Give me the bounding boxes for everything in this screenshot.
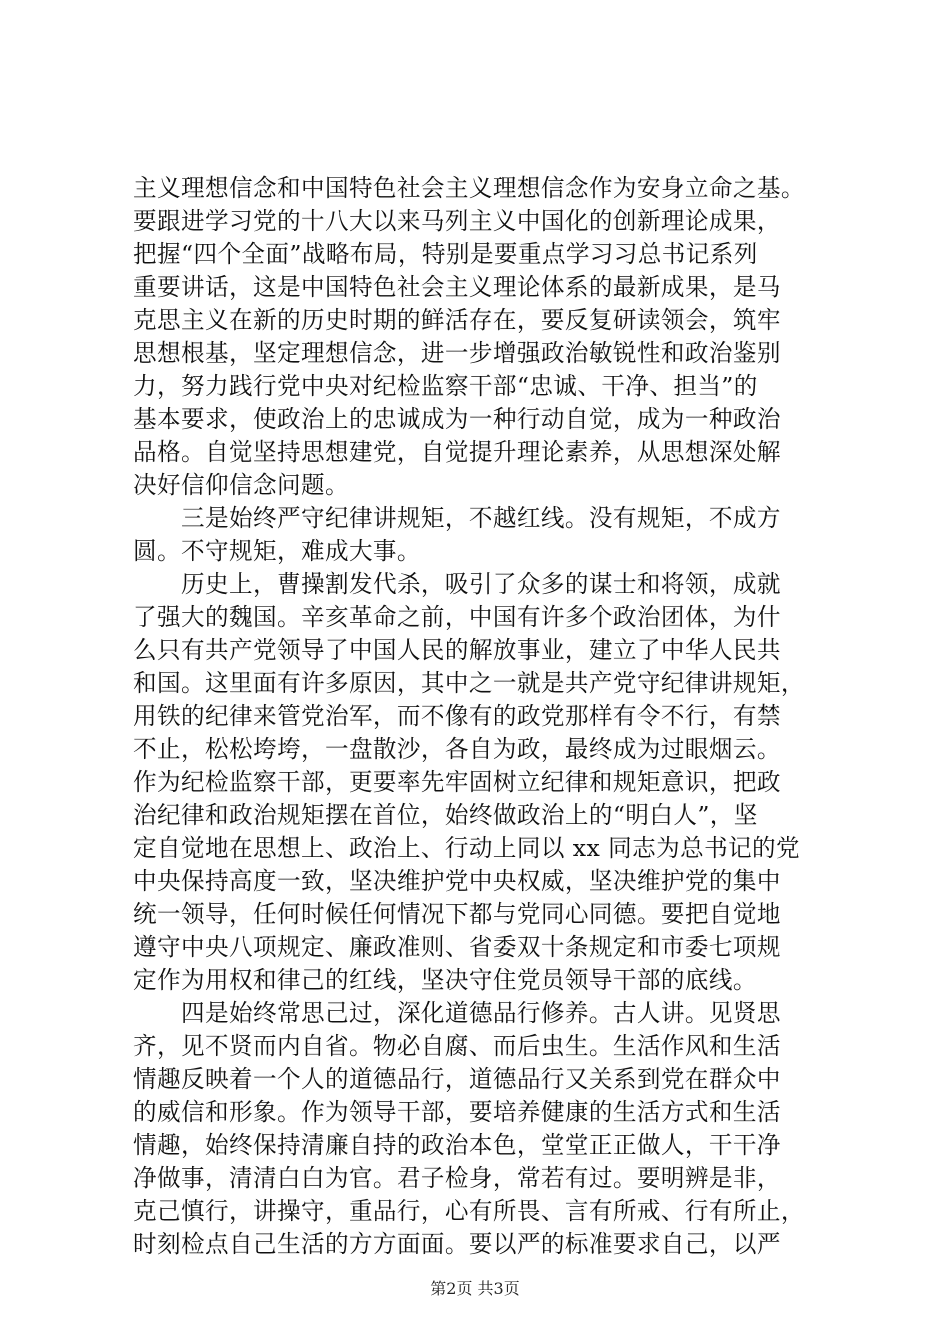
text-line: 不止，松松垮垮，一盘散沙，各自为政，最终成为过眼烟云。 [133, 735, 781, 763]
text-line: 定自觉地在思想上、政治上、行动上同以 xx 同志为总书记的党 [133, 834, 801, 862]
text-line: 要跟进学习党的十八大以来马列主义中国化的创新理论成果， [133, 207, 781, 235]
text-line: 圆。不守规矩，难成大事。 [133, 537, 421, 565]
text-line: 四是始终常思己过，深化道德品行修养。古人讲。见贤思 [181, 999, 781, 1027]
paragraph-4 [133, 997, 833, 1261]
paragraph-3 [133, 568, 833, 997]
text-line: 情趣，始终保持清廉自持的政治本色，堂堂正正做人，干干净 [133, 1131, 781, 1159]
text-line: 中央保持高度一致，坚决维护党中央权威，坚决维护党的集中 [133, 867, 781, 895]
page-number-footer: 第2页 共3页 [430, 1279, 520, 1298]
text-line: 三是始终严守纪律讲规矩，不越红线。没有规矩，不成方 [181, 504, 781, 532]
text-line: 的威信和形象。作为领导干部，要培养健康的生活方式和生活 [133, 1098, 781, 1126]
text-line: 作为纪检监察干部，更要率先牢固树立纪律和规矩意识，把政 [133, 768, 781, 796]
text-line: 净做事，清清白白为官。君子检身，常若有过。要明辨是非， [133, 1164, 781, 1192]
text-line: 么只有共产党领导了中国人民的解放事业，建立了中华人民共 [133, 636, 781, 664]
text-line: 克思主义在新的历史时期的鲜活存在，要反复研读领会，筑牢 [133, 306, 781, 334]
text-line: 力，努力践行党中央对纪检监察干部“忠诚、干净、担当”的 [133, 372, 758, 400]
paragraph-1 [133, 172, 833, 502]
text-line: 定作为用权和律己的红线，坚决守住党员领导干部的底线。 [133, 966, 757, 994]
text-line: 了强大的魏国。辛亥革命之前，中国有许多个政治团体，为什 [133, 603, 781, 631]
text-line: 主义理想信念和中国特色社会主义理想信念作为安身立命之基。 [133, 174, 805, 202]
text-line: 遵守中央八项规定、廉政准则、省委双十条规定和市委七项规 [133, 933, 781, 961]
text-line: 历史上，曹操割发代杀，吸引了众多的谋士和将领，成就 [181, 570, 781, 598]
text-line: 决好信仰信念问题。 [133, 471, 349, 499]
text-line: 齐，见不贤而内自省。物必自腐、而后虫生。生活作风和生活 [133, 1032, 781, 1060]
text-line: 思想根基，坚定理想信念，进一步增强政治敏锐性和政治鉴别 [133, 339, 781, 367]
paragraph-2 [133, 502, 833, 568]
text-line: 品格。自觉坚持思想建党，自觉提升理论素养，从思想深处解 [133, 438, 781, 466]
text-line: 情趣反映着一个人的道德品行，道德品行又关系到党在群众中 [133, 1065, 781, 1093]
text-line: 统一领导，任何时候任何情况下都与党同心同德。要把自觉地 [133, 900, 781, 928]
text-line: 和国。这里面有许多原因，其中之一就是共产党守纪律讲规矩， [133, 669, 805, 697]
text-line: 基本要求，使政治上的忠诚成为一种行动自觉，成为一种政治 [133, 405, 781, 433]
text-line: 用铁的纪律来管党治军，而不像有的政党那样有令不行，有禁 [133, 702, 781, 730]
text-line: 治纪律和政治规矩摆在首位，始终做政治上的“明白人”，坚 [133, 801, 758, 829]
text-line: 克己慎行，讲操守，重品行，心有所畏、言有所戒、行有所止， [133, 1197, 805, 1225]
document-body [133, 172, 833, 1261]
text-line: 重要讲话，这是中国特色社会主义理论体系的最新成果，是马 [133, 273, 781, 301]
text-line: 把握“四个全面”战略布局，特别是要重点学习习总书记系列 [133, 240, 758, 268]
text-line: 时刻检点自己生活的方方面面。要以严的标准要求自己，以严 [133, 1230, 781, 1258]
